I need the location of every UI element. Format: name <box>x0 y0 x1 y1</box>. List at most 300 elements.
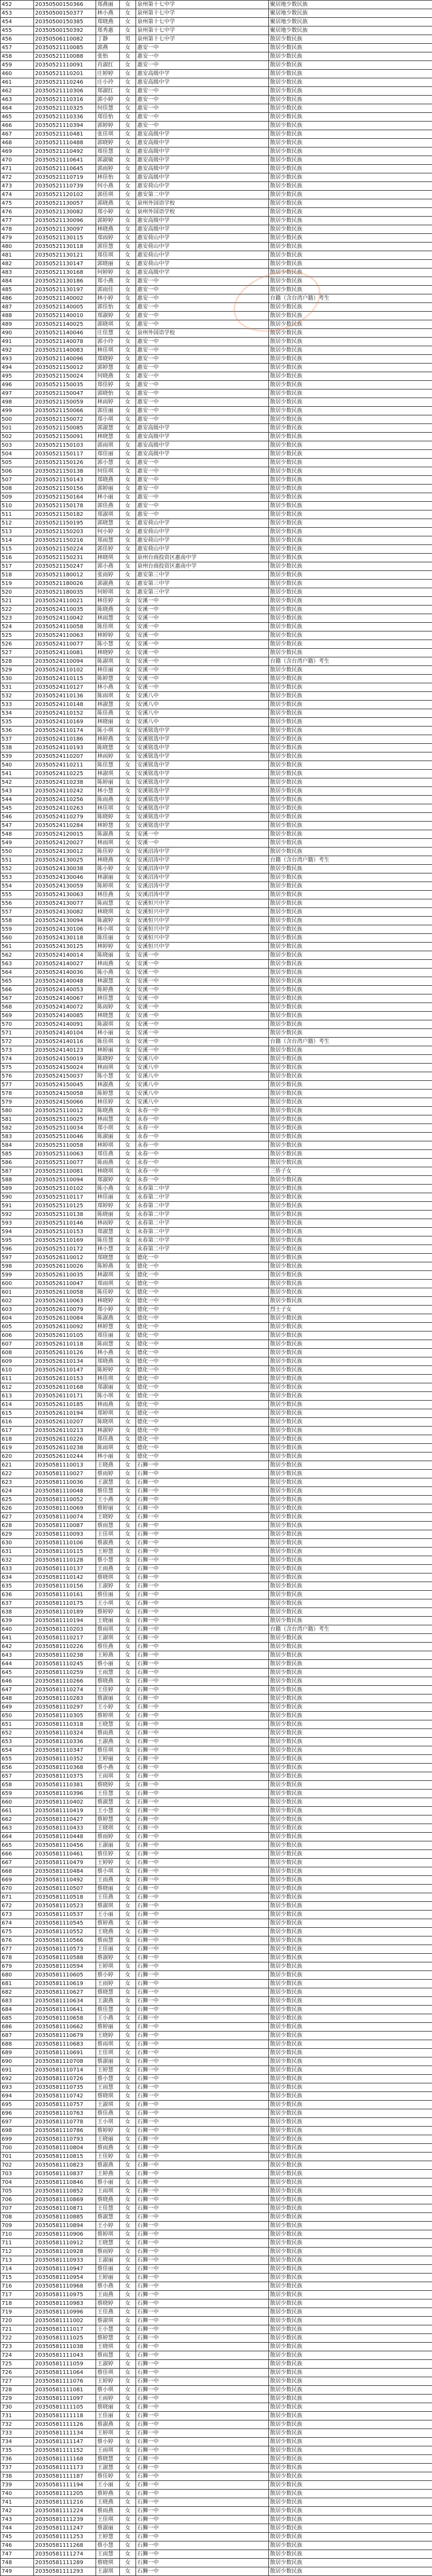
exam-id-cell: 20350581110433 <box>34 1824 96 1833</box>
school-name-cell: 安溪一中 <box>136 666 269 675</box>
school-name-cell: 德化一中 <box>136 1254 269 1262</box>
school-name-cell: 石狮一中 <box>136 2222 269 2230</box>
school-name-cell: 石狮一中 <box>136 2265 269 2274</box>
category-note-cell: 三侨子女 <box>269 1167 432 1176</box>
student-name-cell: 林雨婷 <box>96 398 120 407</box>
school-name-cell: 石狮一中 <box>136 2040 269 2049</box>
exam-id-cell: 20350526110244 <box>34 1452 96 1461</box>
row-number-cell: 470 <box>1 156 34 165</box>
exam-id-cell: 20350524140027 <box>34 960 96 968</box>
gender-cell: 女 <box>120 312 136 320</box>
row-number-cell: 505 <box>1 459 34 467</box>
school-name-cell: 石狮一中 <box>136 1885 269 1893</box>
gender-cell: 女 <box>120 294 136 303</box>
exam-id-cell: 20350581110691 <box>34 2049 96 2057</box>
row-number-cell: 706 <box>1 2196 34 2204</box>
category-note-cell: 散居少数民族 <box>269 761 432 770</box>
student-name-cell: 郭晓怡 <box>96 389 120 398</box>
exam-id-cell: 20350524110207 <box>34 752 96 761</box>
exam-id-cell: 20350581110238 <box>34 1651 96 1660</box>
school-name-cell: 德化一中 <box>136 1314 269 1323</box>
gender-cell: 女 <box>120 415 136 424</box>
category-note-cell: 散居少数民族 <box>269 562 432 571</box>
school-name-cell: 安溪恒兴中学 <box>136 943 269 951</box>
table-row <box>1 1375 432 1383</box>
exam-id-cell: 20350521110091 <box>34 61 96 70</box>
school-name-cell: 惠安高级中学 <box>136 441 269 450</box>
exam-id-cell: 20350581110928 <box>34 2248 96 2256</box>
student-name-cell: 王佳婷 <box>96 2153 120 2161</box>
student-name-cell: 陈晓丽 <box>96 1210 120 1219</box>
table-row <box>1 2075 432 2083</box>
student-name-cell: 何婷琪 <box>96 588 120 597</box>
category-note-cell: 散居少数民族 <box>269 2369 432 2377</box>
school-name-cell: 惠安一中 <box>136 389 269 398</box>
gender-cell: 女 <box>120 1936 136 1945</box>
table-row <box>1 744 432 752</box>
exam-id-cell: 20350581110757 <box>34 2101 96 2109</box>
school-name-cell: 惠安一中 <box>136 510 269 519</box>
row-number-cell: 508 <box>1 485 34 493</box>
table-row <box>1 943 432 951</box>
table-row <box>1 1185 432 1193</box>
category-note-cell: 台籍（含台湾户籍）考生 <box>269 1625 432 1634</box>
school-name-cell: 安溪八中 <box>136 1089 269 1098</box>
gender-cell: 女 <box>120 1885 136 1893</box>
exam-id-cell: 20350525110025 <box>34 1115 96 1124</box>
gender-cell: 女 <box>120 2507 136 2516</box>
category-note-cell: 散居少数民族 <box>269 934 432 943</box>
gender-cell: 女 <box>120 208 136 217</box>
exam-id-cell: 20350524130025 <box>34 856 96 865</box>
student-name-cell: 林晓慧 <box>96 1012 120 1020</box>
exam-id-cell: 20350581110742 <box>34 2092 96 2101</box>
exam-id-cell: 20350524110115 <box>34 675 96 683</box>
table-row <box>1 2369 432 2377</box>
gender-cell: 女 <box>120 346 136 355</box>
student-name-cell: 王婷燕 <box>96 2170 120 2178</box>
school-name-cell: 永春一中 <box>136 1107 269 1115</box>
category-note-cell: 散居少数民族 <box>269 2481 432 2490</box>
category-note-cell: 散居少数民族 <box>269 1530 432 1539</box>
row-number-cell: 482 <box>1 260 34 268</box>
student-name-cell: 陈佳琪 <box>96 623 120 631</box>
row-number-cell: 668 <box>1 1867 34 1876</box>
exam-id-cell: 20350524110169 <box>34 718 96 727</box>
student-name-cell: 蔡淑燕 <box>96 1539 120 1548</box>
gender-cell: 女 <box>120 2135 136 2144</box>
school-name-cell: 安溪一中 <box>136 960 269 968</box>
student-name-cell: 林晓琪 <box>96 1167 120 1176</box>
gender-cell: 女 <box>120 1790 136 1798</box>
table-row <box>1 2282 432 2291</box>
gender-cell: 女 <box>120 2101 136 2109</box>
student-name-cell: 陈晓慧 <box>96 744 120 752</box>
category-note-cell: 散居少数民族 <box>269 943 432 951</box>
table-row <box>1 761 432 770</box>
gender-cell: 女 <box>120 1314 136 1323</box>
category-note-cell: 散居少数民族 <box>269 243 432 251</box>
table-row <box>1 2248 432 2256</box>
row-number-cell: 488 <box>1 312 34 320</box>
student-name-cell: 林小丽 <box>96 493 120 502</box>
exam-id-cell: 20350524110211 <box>34 761 96 770</box>
gender-cell: 女 <box>120 1738 136 1746</box>
table-row <box>1 44 432 52</box>
school-name-cell: 安溪八中 <box>136 1072 269 1081</box>
exam-id-cell: 20350581110217 <box>34 1634 96 1643</box>
table-row <box>1 2351 432 2360</box>
row-number-cell: 541 <box>1 770 34 778</box>
exam-id-cell: 20350524130038 <box>34 865 96 873</box>
category-note-cell: 散居少数民族 <box>269 1850 432 1859</box>
table-row <box>1 606 432 614</box>
school-name-cell: 德化一中 <box>136 1297 269 1306</box>
exam-id-cell: 20350521110246 <box>34 78 96 87</box>
row-number-cell: 480 <box>1 243 34 251</box>
category-note-cell: 散居少数民族 <box>269 225 432 234</box>
table-row <box>1 519 432 528</box>
school-name-cell: 安溪铭选中学 <box>136 813 269 822</box>
school-name-cell: 永春一中 <box>136 1115 269 1124</box>
row-number-cell: 653 <box>1 1738 34 1746</box>
gender-cell: 女 <box>120 692 136 701</box>
table-row <box>1 1885 432 1893</box>
table-row <box>1 1798 432 1807</box>
gender-cell: 女 <box>120 139 136 147</box>
row-number-cell: 667 <box>1 1859 34 1867</box>
table-row <box>1 1435 432 1444</box>
gender-cell: 女 <box>120 597 136 606</box>
student-name-cell: 郑淑婷 <box>96 312 120 320</box>
row-number-cell: 520 <box>1 588 34 597</box>
gender-cell: 女 <box>120 1012 136 1020</box>
row-number-cell: 605 <box>1 1323 34 1331</box>
row-number-cell: 602 <box>1 1297 34 1306</box>
category-note-cell: 散居少数民族 <box>269 2498 432 2507</box>
row-number-cell: 634 <box>1 1573 34 1582</box>
category-note-cell: 散居少数民族 <box>269 1591 432 1599</box>
gender-cell: 女 <box>120 476 136 485</box>
category-note-cell: 散居少数民族 <box>269 2127 432 2135</box>
student-name-cell: 郭淑燕 <box>96 580 120 588</box>
gender-cell: 女 <box>120 649 136 657</box>
exam-id-cell: 20350524130059 <box>34 882 96 891</box>
category-note-cell: 散居少数民族 <box>269 364 432 372</box>
category-note-cell: 散居少数民族 <box>269 182 432 191</box>
table-row <box>1 182 432 191</box>
gender-cell: 女 <box>120 1072 136 1081</box>
student-name-cell: 王小琪 <box>96 2118 120 2127</box>
row-number-cell: 617 <box>1 1427 34 1435</box>
gender-cell: 女 <box>120 338 136 346</box>
row-number-cell: 452 <box>1 1 34 9</box>
row-number-cell: 489 <box>1 320 34 329</box>
exam-id-cell: 20350524130106 <box>34 925 96 934</box>
exam-id-cell: 20350525110077 <box>34 1159 96 1167</box>
gender-cell: 女 <box>120 2178 136 2187</box>
gender-cell: 女 <box>120 1461 136 1470</box>
student-name-cell: 蔡晓琪 <box>96 2559 120 2567</box>
exam-id-cell: 20350581110552 <box>34 1928 96 1936</box>
table-row <box>1 2274 432 2282</box>
row-number-cell: 559 <box>1 925 34 934</box>
exam-id-cell: 20350581110381 <box>34 1781 96 1790</box>
school-name-cell: 石狮一中 <box>136 2325 269 2334</box>
gender-cell: 女 <box>120 467 136 476</box>
table-row <box>1 2420 432 2429</box>
exam-id-cell: 20350581110203 <box>34 1625 96 1634</box>
category-note-cell: 聚居地少数民族 <box>269 9 432 18</box>
school-name-cell: 惠安荷山中学 <box>136 234 269 243</box>
student-name-cell: 王小琪 <box>96 1599 120 1608</box>
row-number-cell: 684 <box>1 2006 34 2014</box>
table-row <box>1 1150 432 1159</box>
table-row <box>1 1107 432 1115</box>
row-number-cell: 478 <box>1 225 34 234</box>
exam-id-cell: 20350524110058 <box>34 623 96 631</box>
category-note-cell: 烈士子女 <box>269 1306 432 1314</box>
category-note-cell: 散居少数民族 <box>269 320 432 329</box>
gender-cell: 女 <box>120 1357 136 1366</box>
row-number-cell: 495 <box>1 372 34 381</box>
gender-cell: 女 <box>120 329 136 338</box>
table-row <box>1 683 432 692</box>
table-row <box>1 1867 432 1876</box>
table-row <box>1 1764 432 1772</box>
exam-id-cell: 20350581111025 <box>34 2334 96 2343</box>
student-name-cell: 蔡佳慧 <box>96 1487 120 1496</box>
school-name-cell: 石狮一中 <box>136 2317 269 2325</box>
category-note-cell: 散居少数民族 <box>269 1133 432 1141</box>
school-name-cell: 德化一中 <box>136 1383 269 1392</box>
gender-cell: 女 <box>120 424 136 433</box>
table-row <box>1 2023 432 2032</box>
gender-cell: 女 <box>120 1 136 9</box>
school-name-cell: 石狮一中 <box>136 1729 269 1738</box>
school-name-cell: 安溪八中 <box>136 692 269 701</box>
student-name-cell: 林雨燕 <box>96 960 120 968</box>
table-row <box>1 147 432 156</box>
category-note-cell: 散居少数民族 <box>269 1444 432 1452</box>
gender-cell: 女 <box>120 1297 136 1306</box>
student-name-cell: 陈婷婷 <box>96 1366 120 1375</box>
student-name-cell: 林淑婷 <box>96 1427 120 1435</box>
gender-cell: 女 <box>120 562 136 571</box>
school-name-cell: 石狮一中 <box>136 2075 269 2083</box>
gender-cell: 女 <box>120 433 136 441</box>
exam-id-cell: 20350581110156 <box>34 1582 96 1591</box>
table-row <box>1 1038 432 1046</box>
school-name-cell: 安溪八中 <box>136 1064 269 1072</box>
school-name-cell: 安溪铭选中学 <box>136 744 269 752</box>
row-number-cell: 481 <box>1 251 34 260</box>
school-name-cell: 惠安高级中学 <box>136 156 269 165</box>
gender-cell: 女 <box>120 2032 136 2040</box>
gender-cell: 女 <box>120 1029 136 1038</box>
exam-id-cell: 20350524110077 <box>34 640 96 649</box>
exam-id-cell: 20350526110185 <box>34 1401 96 1409</box>
gender-cell: 女 <box>120 147 136 156</box>
student-name-cell: 郑佳慧 <box>96 147 120 156</box>
exam-id-cell: 20350526110226 <box>34 1435 96 1444</box>
exam-id-cell: 20350521180026 <box>34 580 96 588</box>
student-name-cell: 林佳燕 <box>96 891 120 899</box>
school-name-cell: 安溪一中 <box>136 640 269 649</box>
exam-id-cell: 20350524130046 <box>34 873 96 882</box>
gender-cell: 女 <box>120 1634 136 1643</box>
gender-cell: 女 <box>120 1591 136 1599</box>
exam-id-cell: 20350524150045 <box>34 1081 96 1089</box>
school-name-cell: 泉州外国语学校 <box>136 199 269 208</box>
category-note-cell: 散居少数民族 <box>269 1401 432 1409</box>
table-row <box>1 1712 432 1720</box>
row-number-cell: 733 <box>1 2429 34 2438</box>
school-name-cell: 惠安一中 <box>136 459 269 467</box>
exam-id-cell: 20350581110115 <box>34 1548 96 1556</box>
gender-cell: 女 <box>120 1271 136 1280</box>
gender-cell: 女 <box>120 934 136 943</box>
exam-id-cell: 20350581110954 <box>34 2274 96 2282</box>
student-name-cell: 郑晓燕 <box>96 1357 120 1366</box>
student-name-cell: 王晓丽 <box>96 1617 120 1625</box>
student-name-cell: 陈佳婷 <box>96 848 120 856</box>
exam-id-cell: 20350521110306 <box>34 87 96 96</box>
gender-cell: 女 <box>120 1288 136 1297</box>
student-name-cell: 王佳婷 <box>96 1686 120 1694</box>
student-name-cell: 郭佳慧 <box>96 243 120 251</box>
gender-cell: 女 <box>120 519 136 528</box>
gender-cell: 女 <box>120 917 136 925</box>
gender-cell: 女 <box>120 951 136 960</box>
exam-id-cell: 20350521110719 <box>34 173 96 182</box>
row-number-cell: 695 <box>1 2101 34 2109</box>
table-row <box>1 424 432 433</box>
category-note-cell: 散居少数民族 <box>269 675 432 683</box>
exam-id-cell: 20350581111216 <box>34 2498 96 2507</box>
student-name-cell: 林淑丽 <box>96 873 120 882</box>
table-row <box>1 459 432 467</box>
school-name-cell: 永春一中 <box>136 1159 269 1167</box>
table-row <box>1 1141 432 1150</box>
category-note-cell: 散居少数民族 <box>269 217 432 225</box>
table-row <box>1 260 432 268</box>
school-name-cell: 惠安高级中学 <box>136 217 269 225</box>
school-name-cell: 石狮一中 <box>136 1625 269 1634</box>
school-name-cell: 安溪一中 <box>136 1020 269 1029</box>
student-name-cell: 郭晓丽 <box>96 260 120 268</box>
category-note-cell: 散居少数民族 <box>269 1686 432 1694</box>
row-number-cell: 570 <box>1 1020 34 1029</box>
exam-id-cell: 20350581110137 <box>34 1565 96 1573</box>
category-note-cell: 散居少数民族 <box>269 1617 432 1625</box>
row-number-cell: 509 <box>1 493 34 502</box>
gender-cell: 女 <box>120 251 136 260</box>
school-name-cell: 石狮一中 <box>136 2213 269 2222</box>
category-note-cell: 散居少数民族 <box>269 2455 432 2464</box>
gender-cell: 女 <box>120 752 136 761</box>
gender-cell: 女 <box>120 1928 136 1936</box>
student-name-cell: 陈晓燕 <box>96 1107 120 1115</box>
table-row <box>1 1427 432 1435</box>
row-number-cell: 705 <box>1 2187 34 2196</box>
exam-id-cell: 20350521130097 <box>34 225 96 234</box>
exam-id-cell: 20350521110085 <box>34 44 96 52</box>
row-number-cell: 574 <box>1 1055 34 1064</box>
category-note-cell: 散居少数民族 <box>269 2282 432 2291</box>
gender-cell: 女 <box>120 1280 136 1288</box>
school-name-cell: 石狮一中 <box>136 2006 269 2014</box>
gender-cell: 女 <box>120 122 136 130</box>
student-name-cell: 郭淑敏 <box>96 156 120 165</box>
student-name-cell: 蔡小琪 <box>96 2386 120 2395</box>
school-name-cell: 惠安一中 <box>136 61 269 70</box>
row-number-cell: 586 <box>1 1159 34 1167</box>
school-name-cell: 安溪一中 <box>136 977 269 986</box>
gender-cell: 女 <box>120 260 136 268</box>
exam-id-cell: 20350525110125 <box>34 1202 96 1210</box>
exam-id-cell: 20350524130063 <box>34 891 96 899</box>
gender-cell: 女 <box>120 1720 136 1729</box>
gender-cell: 女 <box>120 1366 136 1375</box>
school-name-cell: 安溪八中 <box>136 1081 269 1089</box>
gender-cell: 女 <box>120 485 136 493</box>
school-name-cell: 德化一中 <box>136 1262 269 1271</box>
school-name-cell: 德化一中 <box>136 1444 269 1452</box>
category-note-cell: 散居少数民族 <box>269 813 432 822</box>
student-name-cell: 陈雨婷 <box>96 1003 120 1012</box>
exam-id-cell: 20350581110869 <box>34 2196 96 2204</box>
student-name-cell: 蔡雨婷 <box>96 1470 120 1478</box>
table-row <box>1 1919 432 1928</box>
table-row <box>1 934 432 943</box>
category-note-cell: 散居少数民族 <box>269 1020 432 1029</box>
table-row <box>1 1012 432 1020</box>
category-note-cell: 台籍（含台湾户籍）考生 <box>269 856 432 865</box>
row-number-cell: 519 <box>1 580 34 588</box>
table-row <box>1 2170 432 2178</box>
row-number-cell: 676 <box>1 1936 34 1945</box>
category-note-cell: 散居少数民族 <box>269 1988 432 1997</box>
gender-cell: 女 <box>120 1729 136 1738</box>
gender-cell: 女 <box>120 744 136 752</box>
row-number-cell: 549 <box>1 839 34 848</box>
row-number-cell: 589 <box>1 1185 34 1193</box>
school-name-cell: 石狮一中 <box>136 1755 269 1764</box>
student-name-cell: 蔡佳婷 <box>96 2472 120 2481</box>
student-name-cell: 蔡雨慧 <box>96 2351 120 2360</box>
category-note-cell: 散居少数民族 <box>269 891 432 899</box>
table-row <box>1 9 432 18</box>
table-row <box>1 899 432 908</box>
row-number-cell: 547 <box>1 822 34 830</box>
table-row <box>1 1945 432 1954</box>
exam-id-cell: 20350581111152 <box>34 2446 96 2455</box>
exam-id-cell: 20350526110084 <box>34 1314 96 1323</box>
exam-id-cell: 20350581110573 <box>34 1945 96 1954</box>
table-row <box>1 1 432 9</box>
student-name-cell: 郑佳婷 <box>96 381 120 389</box>
gender-cell: 女 <box>120 1850 136 1859</box>
row-number-cell: 703 <box>1 2170 34 2178</box>
gender-cell: 女 <box>120 666 136 675</box>
gender-cell: 女 <box>120 588 136 597</box>
student-name-cell: 林婷琪 <box>96 1141 120 1150</box>
category-note-cell: 散居少数民族 <box>269 830 432 839</box>
school-name-cell: 惠安高级中学 <box>136 173 269 182</box>
student-name-cell: 陈佳慧 <box>96 1236 120 1245</box>
gender-cell: 女 <box>120 2239 136 2248</box>
